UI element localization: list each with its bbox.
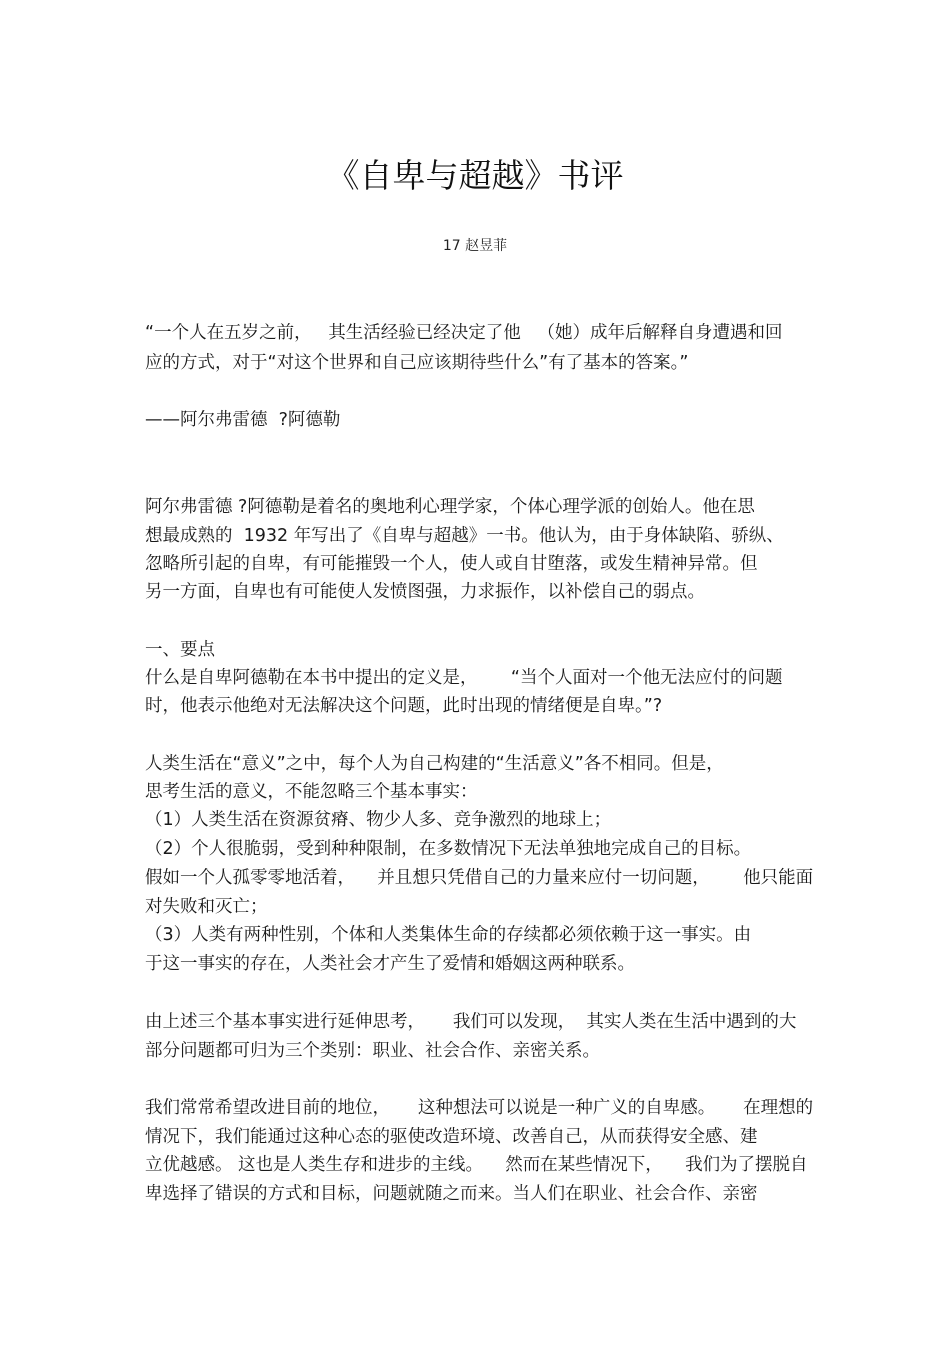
list-item: （1）人类生活在资源贫瘠、物少人多、竞争激烈的地球上；	[145, 810, 612, 830]
quote-line-1: “一个人在五岁之前， 其生活经验已经决定了他 （她）成年后解释自身遭遇和回	[145, 323, 783, 343]
author-line: 17 赵昱菲	[442, 238, 508, 254]
section-heading: 一、要点	[145, 640, 215, 660]
paragraph-line: 什么是自卑阿德勒在本书中提出的定义是， “当个人面对一个他无法应付的问题	[145, 668, 783, 688]
paragraph-line: 阿尔弗雷德 ?阿德勒是着名的奥地利心理学家，个体心理学派的创始人。他在思	[145, 497, 755, 517]
list-item: （3）人类有两种性别，个体和人类集体生命的存续都必须依赖于这一事实。由	[145, 925, 752, 945]
paragraph-line: 人类生活在“意义”之中，每个人为自己构建的“生活意义”各不相同。但是，	[145, 754, 724, 774]
paragraph-line: 部分问题都可归为三个类别：职业、社会合作、亲密关系。	[145, 1041, 600, 1061]
paragraph-line: 思考生活的意义，不能忽略三个基本事实：	[145, 782, 478, 802]
quote-attribution: ——阿尔弗雷德 ?阿德勒	[145, 410, 341, 430]
paragraph-line: 想最成熟的 1932 年写出了《自卑与超越》一书。他认为，由于身体缺陷、骄纵、	[145, 526, 784, 546]
paragraph-line: 情况下，我们能通过这种心态的驱使改造环境、改善自己，从而获得安全感、建	[145, 1127, 758, 1147]
list-item: （2）个人很脆弱，受到种种限制，在多数情况下无法单独地完成自己的目标。	[145, 839, 752, 859]
paragraph-line: 对失败和灭亡；	[145, 897, 268, 917]
document-title: 《自卑与超越》书评	[326, 156, 624, 195]
paragraph-line: 卑选择了错误的方式和目标，问题就随之而来。当人们在职业、社会合作、亲密	[145, 1184, 758, 1204]
paragraph-line: 时，他表示他绝对无法解决这个问题，此时出现的情绪便是自卑。”?	[145, 696, 663, 716]
paragraph-line: 由上述三个基本事实进行延伸思考， 我们可以发现， 其实人类在生活中遇到的大	[145, 1012, 797, 1032]
quote-line-2: 应的方式，对于“对这个世界和自己应该期待些什么”有了基本的答案。”	[145, 353, 689, 373]
paragraph-line: 忽略所引起的自卑，有可能摧毁一个人，使人或自甘堕落，或发生精神异常。但	[145, 554, 758, 574]
paragraph-line: 于这一事实的存在，人类社会才产生了爱情和婚姻这两种联系。	[145, 954, 635, 974]
paragraph-line: 立优越感。 这也是人类生存和进步的主线。 然而在某些情况下， 我们为了摆脱自	[145, 1155, 808, 1175]
paragraph-line: 我们常常希望改进目前的地位， 这种想法可以说是一种广义的自卑感。 在理想的	[145, 1098, 814, 1118]
paragraph-line: 假如一个人孤零零地活着， 并且想只凭借自己的力量来应付一切问题， 他只能面	[145, 868, 814, 888]
paragraph-line: 另一方面，自卑也有可能使人发愤图强，力求振作，以补偿自己的弱点。	[145, 582, 705, 602]
